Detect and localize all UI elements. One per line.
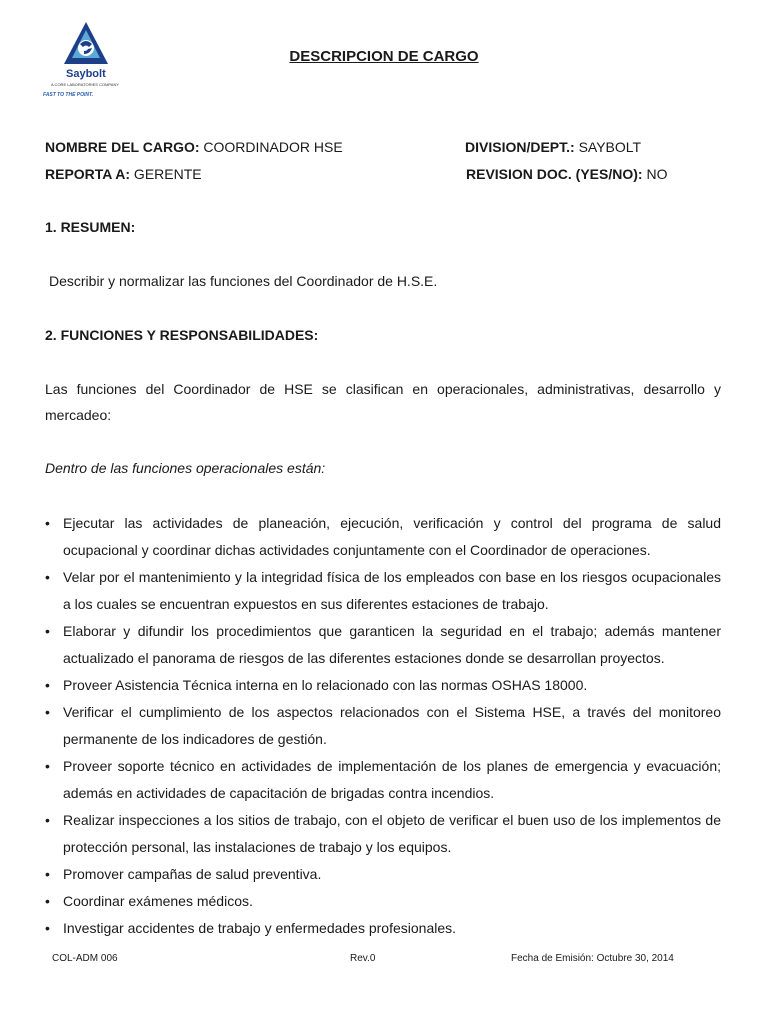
section-funciones-subheading: Dentro de las funciones operacionales están: bbox=[45, 460, 326, 476]
logo-brand: Saybolt bbox=[66, 68, 106, 80]
list-item: • Promover campañas de salud preventiva. bbox=[45, 861, 721, 888]
section-resumen-heading: 1. RESUMEN: bbox=[45, 219, 136, 235]
responsibilities-list bbox=[45, 510, 721, 942]
field-revision bbox=[466, 166, 667, 182]
list-item: • Proveer soporte técnico en actividades de implementación de los planes de emergencia y evacuación; además en actividades de capacitación de brigadas contra incendios. bbox=[45, 753, 721, 807]
list-item: • Velar por el mantenimiento y la integridad física de los empleados con base en los riesgos ocupacionales a los cuales se encuentran expuestos en sus diferentes estaciones de trabajo. bbox=[45, 564, 721, 618]
field-cargo-value: COORDINADOR HSE bbox=[199, 139, 343, 155]
field-revision-value: NO bbox=[642, 166, 668, 182]
list-item: • Verificar el cumplimiento de los aspectos relacionados con el Sistema HSE, a través del monitoreo permanente de los indicadores de gestión. bbox=[45, 699, 721, 753]
list-item: • Coordinar exámenes médicos. bbox=[45, 888, 721, 915]
section-funciones-intro: Las funciones del Coordinador de HSE se clasifican en operacionales, administrativas, desarrollo y mercadeo: bbox=[45, 381, 721, 423]
list-item: • Investigar accidentes de trabajo y enfermedades profesionales. bbox=[45, 915, 721, 942]
field-cargo-label: NOMBRE DEL CARGO: bbox=[45, 139, 200, 155]
section-resumen-text: Describir y normalizar las funciones del Coordinador de H.S.E. bbox=[49, 273, 438, 289]
field-reporta bbox=[45, 166, 202, 182]
field-revision-label: REVISION DOC. (YES/NO): bbox=[466, 166, 643, 182]
footer-date: Fecha de Emisión: Octubre 30, 2014 bbox=[511, 953, 674, 964]
footer-revision: Rev.0 bbox=[350, 953, 376, 964]
list-item: • Elaborar y difundir los procedimientos que garanticen la seguridad en el trabajo; además mantener actualizado el panorama de riesgos de las diferentes estaciones donde se desarrollan proyectos. bbox=[45, 618, 721, 672]
field-reporta-label: REPORTA A: bbox=[45, 166, 131, 182]
section-funciones-heading: 2. FUNCIONES Y RESPONSABILIDADES: bbox=[45, 327, 319, 343]
field-reporta-value: GERENTE bbox=[130, 166, 202, 182]
logo-subtitle: A CORE LABORATORIES COMPANY bbox=[51, 82, 120, 87]
field-division-value: SAYBOLT bbox=[574, 139, 642, 155]
list-item: • Realizar inspecciones a los sitios de trabajo, con el objeto de verificar el buen uso de los implementos de protección personal, las instalaciones de trabajo y los equipos. bbox=[45, 807, 721, 861]
footer-code: COL-ADM 006 bbox=[52, 953, 118, 964]
field-cargo bbox=[45, 139, 343, 155]
list-item: • Ejecutar las actividades de planeación, ejecución, verificación y control del programa de salud ocupacional y coordinar dichas actividades conjuntamente con el Coordinador de operaciones. bbox=[45, 510, 721, 564]
field-division-label: DIVISION/DEPT.: bbox=[465, 139, 575, 155]
list-item: • Proveer Asistencia Técnica interna en lo relacionado con las normas OSHAS 18000. bbox=[45, 672, 721, 699]
logo-tagline: FAST TO THE POINT. bbox=[43, 92, 94, 98]
document-title: DESCRIPCION DE CARGO bbox=[289, 48, 479, 65]
field-division bbox=[465, 139, 641, 155]
